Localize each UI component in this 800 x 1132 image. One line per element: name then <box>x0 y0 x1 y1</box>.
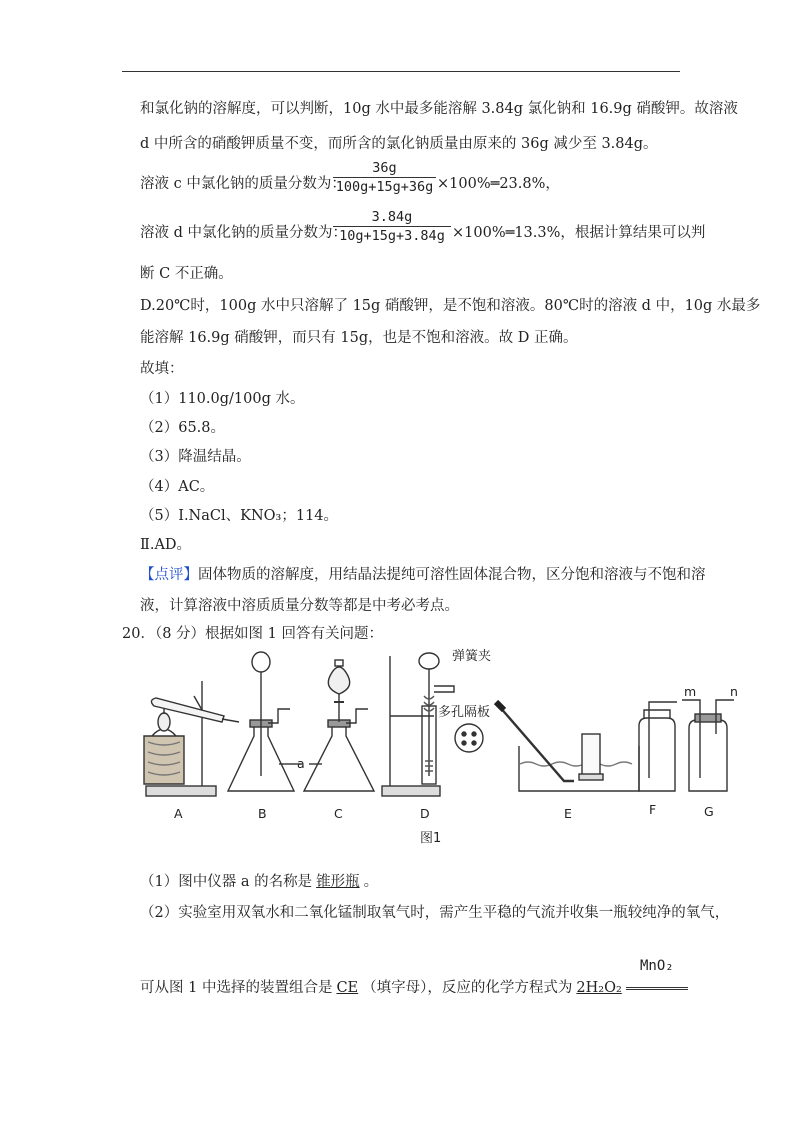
label-b-device: B <box>258 806 267 821</box>
answer-5-ii: Ⅱ.AD。 <box>140 537 192 553</box>
question-2-line-2 <box>140 976 688 997</box>
apparatus-d <box>382 653 483 796</box>
answer-field-1: 锥形瓶 <box>316 874 360 890</box>
fraction-c <box>333 160 436 195</box>
text-line-1: 和氯化钠的溶解度，可以判断，10g 水中最多能溶解 3.84g 氯化钠和 16.9g 硝酸钾。故溶液 <box>140 101 738 117</box>
label-spring-clip: 弹簧夹 <box>452 649 492 664</box>
text-line-5: 断 C 不正确。 <box>140 266 233 282</box>
text-line-4-suffix: ×100%═13.3%，根据计算结果可以判 <box>452 225 706 241</box>
text-line-3-prefix: 溶液 c 中氯化钠的质量分数为： <box>140 176 346 192</box>
comment-line-2: 液，计算溶液中溶质质量分数等都是中考必考点。 <box>140 598 459 614</box>
answer-2: （2）65.8。 <box>140 420 226 436</box>
apparatus-c <box>304 660 374 791</box>
fraction-d <box>333 209 451 244</box>
text-line-3-suffix: ×100%═23.8%， <box>437 176 560 192</box>
fraction-c-denominator: 100g+15g+36g <box>335 179 434 195</box>
text-line-8: 故填： <box>140 361 184 377</box>
question-2-line-1: （2）实验室用双氧水和二氧化锰制取氧气时，需产生平稳的气流并收集一瓶较纯净的氧气， <box>140 905 730 921</box>
question-1-suffix: 。 <box>363 874 379 890</box>
apparatus-a <box>144 681 239 796</box>
fraction-d-denominator: 10g+15g+3.84g <box>339 228 445 244</box>
answer-4: （4）AC。 <box>140 479 215 495</box>
label-e-device: E <box>564 806 572 821</box>
text-line-4-prefix: 溶液 d 中氯化钠的质量分数为： <box>140 225 347 241</box>
apparatus-e <box>496 702 639 791</box>
comment-line-1 <box>140 563 706 584</box>
apparatus-g <box>682 700 734 791</box>
text-line-6: D.20℃时，100g 水中只溶解了 15g 硝酸钾，是不饱和溶液。80℃时的溶液 d 中，10g 水最多 <box>140 298 761 314</box>
figure-caption: 图1 <box>420 831 442 846</box>
answer-3: （3）降温结晶。 <box>140 449 251 465</box>
equation-reactant: 2H₂O₂ <box>576 980 622 996</box>
label-a-device: A <box>174 806 183 821</box>
answer-1: （1）110.0g/100g 水。 <box>140 391 305 407</box>
question-1 <box>140 870 378 891</box>
label-d-device: D <box>420 806 430 821</box>
label-n: n <box>730 684 738 699</box>
text-line-7: 能溶解 16.9g 硝酸钾，而只有 15g，也是不饱和溶液。故 D 正确。 <box>140 330 578 346</box>
answer-5: （5）Ⅰ.NaCl、KNO₃；114。 <box>140 508 339 524</box>
comment-text: 固体物质的溶解度，用结晶法提纯可溶性固体混合物，区分饱和溶液与不饱和溶 <box>198 567 706 583</box>
apparatus-f <box>639 702 677 791</box>
equation-arrow <box>626 987 688 990</box>
fraction-c-numerator: 36g <box>372 160 397 176</box>
question-1-prefix: （1）图中仪器 a 的名称是 <box>140 874 313 890</box>
label-instrument-a: a <box>297 756 305 771</box>
label-porous-plate: 多孔隔板 <box>438 705 491 720</box>
question-2-prefix: 可从图 1 中选择的装置组合是 <box>140 980 333 996</box>
answer-field-2: CE <box>336 980 359 996</box>
question-20: 20．（8 分）根据如图 1 回答有关问题： <box>122 626 383 642</box>
text-line-2: d 中所含的硝酸钾质量不变，而所含的氯化钠质量由原来的 36g 减少至 3.84g。 <box>140 136 658 152</box>
label-m: m <box>684 684 697 699</box>
catalyst-label: MnO₂ <box>640 958 674 974</box>
label-f-device: F <box>649 802 657 817</box>
label-g-device: G <box>704 804 714 819</box>
question-2-mid: （填字母），反应的化学方程式为 <box>362 980 573 996</box>
apparatus-figure <box>134 646 738 846</box>
fraction-d-numerator: 3.84g <box>371 209 413 225</box>
label-c-device: C <box>334 806 343 821</box>
comment-tag: 【点评】 <box>140 567 198 583</box>
header-rule <box>122 71 680 72</box>
